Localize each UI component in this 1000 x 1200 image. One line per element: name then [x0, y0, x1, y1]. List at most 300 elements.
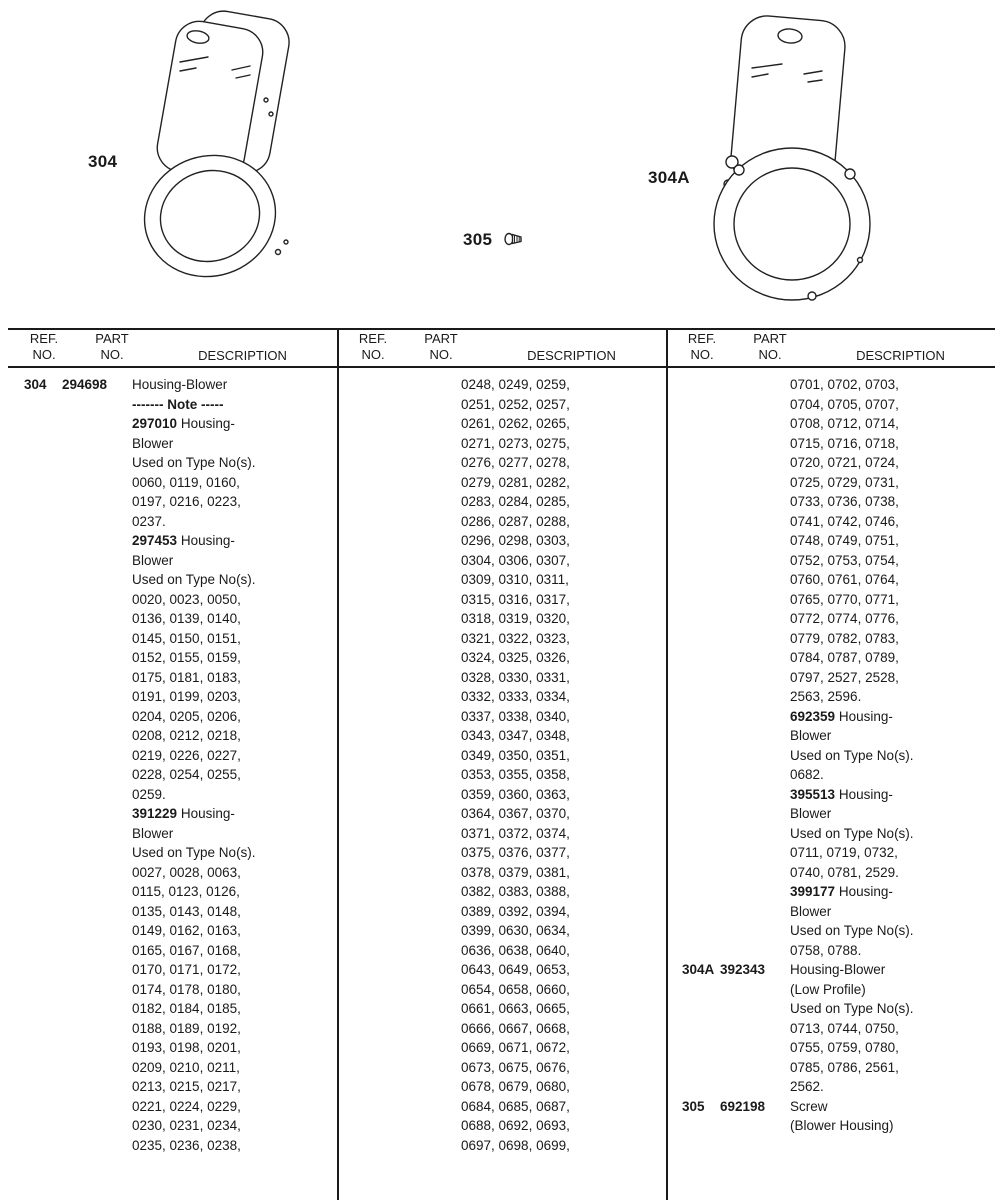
ref-no-cell [666, 882, 718, 902]
table-row [8, 668, 337, 688]
screw-icon [504, 231, 524, 247]
table-row [8, 960, 337, 980]
table-row [666, 1058, 995, 1078]
table-row [337, 531, 666, 551]
description-cell: 0636, 0638, 0640, [461, 942, 570, 958]
table-row [666, 512, 995, 532]
blower-housing-304-drawing [132, 4, 317, 299]
header-ref-line1: REF. [29, 331, 59, 346]
part-no-cell [60, 687, 132, 707]
ref-no-cell [666, 804, 718, 824]
ref-no-cell [337, 687, 389, 707]
ref-no-cell [337, 1038, 389, 1058]
description-cell: 0145, 0150, 0151, [132, 630, 241, 646]
header-ref-line1: REF. [358, 331, 388, 346]
column-header-group [8, 331, 337, 365]
part-no-cell [389, 999, 461, 1019]
description-cell: 0027, 0028, 0063, [132, 864, 241, 880]
header-ref-no [676, 331, 728, 365]
figure-label-304: 304 [88, 152, 118, 171]
part-no-cell [718, 570, 790, 590]
part-no-cell [718, 375, 790, 395]
ref-no-cell [337, 434, 389, 454]
table-row [666, 434, 995, 454]
table-row [337, 453, 666, 473]
description-cell: Blower [132, 552, 174, 568]
description-cell: Used on Type No(s). [132, 845, 256, 860]
header-ref-line2: NO. [32, 347, 56, 362]
ref-no-cell [666, 531, 718, 551]
table-row [666, 551, 995, 571]
table-row [337, 1077, 666, 1097]
table-row [8, 921, 337, 941]
table-row [8, 863, 337, 883]
ref-no-cell [337, 843, 389, 863]
ref-no-cell [337, 570, 389, 590]
table-row [8, 726, 337, 746]
ref-no-cell [8, 1019, 60, 1039]
table-row [8, 629, 337, 649]
header-ref-no [347, 331, 399, 365]
part-no-cell [60, 668, 132, 688]
table-row [337, 804, 666, 824]
ref-no-cell [337, 1116, 389, 1136]
ref-no-cell [8, 531, 60, 551]
figure-label-305: 305 [463, 230, 493, 249]
table-row [666, 785, 995, 805]
description-cell: 0279, 0281, 0282, [461, 474, 570, 490]
ref-no-cell [666, 395, 718, 415]
table-row [337, 746, 666, 766]
part-no-cell [718, 746, 790, 766]
ref-no-cell [337, 629, 389, 649]
ref-no-cell [337, 609, 389, 629]
description-cell: 0708, 0712, 0714, [790, 416, 899, 431]
ref-no-cell [337, 1077, 389, 1097]
table-row [666, 902, 995, 922]
table-row [8, 395, 337, 415]
table-row [337, 824, 666, 844]
ref-no-cell [337, 590, 389, 610]
ref-no-cell [666, 414, 718, 434]
description-cell: Housing-Blower [790, 962, 886, 977]
part-no-cell [60, 804, 132, 824]
part-no-cell: 392343 [720, 962, 766, 977]
table-row [666, 1116, 995, 1136]
description-cell: 0364, 0367, 0370, [461, 806, 570, 821]
part-no-cell [60, 551, 132, 571]
ref-no-cell [8, 1097, 60, 1117]
description-cell: 0758, 0788. [790, 942, 862, 958]
description-cell: Blower [790, 806, 832, 821]
ref-no-cell [8, 765, 60, 785]
description-cell: 0136, 0139, 0140, [132, 611, 241, 626]
table-header-row [8, 331, 995, 365]
ref-no-cell [666, 375, 718, 395]
table-row [666, 765, 995, 785]
part-no-cell [718, 804, 790, 824]
description-cell: 0337, 0338, 0340, [461, 708, 570, 724]
table-row [8, 882, 337, 902]
header-part-line1: PART [95, 331, 129, 346]
description-cell: 0149, 0162, 0163, [132, 923, 241, 938]
ref-no-cell [8, 1058, 60, 1078]
part-no-cell [718, 902, 790, 922]
table-row [337, 375, 666, 395]
description-cell: 0020, 0023, 0050, [132, 591, 241, 607]
ref-no-cell [337, 707, 389, 727]
part-no-cell [718, 434, 790, 454]
table-row [8, 804, 337, 824]
ref-no-cell [666, 902, 718, 922]
ref-no-cell [8, 746, 60, 766]
part-no-cell [60, 453, 132, 473]
table-row [337, 687, 666, 707]
table-row [337, 785, 666, 805]
ref-no-cell [8, 590, 60, 610]
part-no-cell [718, 1038, 790, 1058]
ref-no-cell [8, 804, 60, 824]
table-row [337, 960, 666, 980]
ref-no-cell [666, 492, 718, 512]
table-row [666, 570, 995, 590]
description-cell: 0711, 0719, 0732, [790, 845, 898, 860]
ref-no-cell [8, 785, 60, 805]
part-no-cell [389, 746, 461, 766]
header-ref-line2: NO. [690, 347, 714, 362]
description-cell: 0204, 0205, 0206, [132, 708, 241, 724]
table-row [337, 902, 666, 922]
part-no-cell [60, 531, 132, 551]
part-no-cell [718, 785, 790, 805]
table-row [666, 531, 995, 551]
table-row [8, 512, 337, 532]
description-cell: Blower [132, 825, 174, 841]
table-row [8, 375, 337, 395]
table-row [8, 746, 337, 766]
ref-no-cell [337, 395, 389, 415]
description-cell: 0752, 0753, 0754, [790, 552, 899, 568]
part-no-cell: 294698 [62, 377, 108, 392]
table-row [337, 629, 666, 649]
description-cell: 0165, 0167, 0168, [132, 942, 241, 958]
description-cell: 0760, 0761, 0764, [790, 572, 899, 587]
description-cell: 391229 Housing- [132, 806, 235, 821]
table-row [337, 473, 666, 493]
table-row [337, 726, 666, 746]
description-cell: 0654, 0658, 0660, [461, 981, 570, 997]
part-no-cell [718, 824, 790, 844]
ref-no-cell [666, 1019, 718, 1039]
description-cell: Blower [132, 435, 174, 451]
table-row [337, 843, 666, 863]
part-no-cell [389, 473, 461, 493]
description-cell: 0748, 0749, 0751, [790, 533, 899, 548]
part-no-cell [60, 512, 132, 532]
part-no-cell [389, 1136, 461, 1156]
part-no-cell [389, 980, 461, 1000]
table-row [8, 414, 337, 434]
part-no-cell [60, 395, 132, 415]
ref-no-cell [337, 999, 389, 1019]
description-cell: 2563, 2596. [790, 689, 862, 704]
ref-no-cell [337, 824, 389, 844]
table-row [8, 551, 337, 571]
part-no-cell [60, 999, 132, 1019]
description-cell: 0375, 0376, 0377, [461, 845, 570, 860]
part-no-cell [718, 629, 790, 649]
ref-no-cell [8, 473, 60, 493]
part-no-cell [389, 902, 461, 922]
part-no-cell [60, 629, 132, 649]
part-no-cell [718, 921, 790, 941]
ref-no-cell [337, 648, 389, 668]
part-no-cell [60, 765, 132, 785]
ref-no-cell [666, 687, 718, 707]
ref-no-cell [8, 902, 60, 922]
description-cell: 0684, 0685, 0687, [461, 1098, 570, 1114]
description-cell: 0251, 0252, 0257, [461, 396, 570, 412]
description-cell: 0213, 0215, 0217, [132, 1079, 241, 1094]
header-description-label: DESCRIPTION [527, 348, 616, 363]
description-cell: 399177 Housing- [790, 884, 893, 899]
header-part-no [405, 331, 477, 365]
ref-no-cell [666, 1058, 718, 1078]
table-row [666, 726, 995, 746]
table-row [666, 590, 995, 610]
ref-no-cell [666, 999, 718, 1019]
table-row [666, 395, 995, 415]
header-ref-no [18, 331, 70, 365]
description-cell: 0399, 0630, 0634, [461, 923, 570, 938]
description-cell: 297453 Housing- [132, 533, 235, 548]
part-no-cell [718, 395, 790, 415]
part-no-cell [60, 609, 132, 629]
table-row [337, 570, 666, 590]
table-row [8, 1058, 337, 1078]
table-row [8, 843, 337, 863]
description-cell: 0666, 0667, 0668, [461, 1020, 570, 1036]
description-cell: 0682. [790, 767, 824, 782]
ref-no-cell [666, 746, 718, 766]
ref-no-cell [666, 473, 718, 493]
table-row [337, 668, 666, 688]
part-no-cell [60, 980, 132, 1000]
ref-no-cell [666, 551, 718, 571]
table-row [666, 980, 995, 1000]
description-cell: 0115, 0123, 0126, [132, 884, 240, 899]
part-no-cell [389, 570, 461, 590]
description-cell: Used on Type No(s). [790, 825, 914, 841]
table-row [8, 648, 337, 668]
header-description [477, 331, 666, 365]
description-cell: 0765, 0770, 0771, [790, 591, 899, 607]
header-part-line2: NO. [429, 347, 453, 362]
ref-no-cell [666, 843, 718, 863]
description-cell: 0209, 0210, 0211, [132, 1059, 240, 1075]
ref-no-cell [8, 941, 60, 961]
header-part-no [76, 331, 148, 365]
description-cell: 0228, 0254, 0255, [132, 767, 241, 782]
ref-no-cell [666, 668, 718, 688]
part-no-cell [718, 492, 790, 512]
ref-no-cell [8, 414, 60, 434]
ref-no-cell [337, 804, 389, 824]
part-no-cell [389, 804, 461, 824]
ref-no-cell [337, 414, 389, 434]
part-no-cell [389, 1077, 461, 1097]
table-row [8, 785, 337, 805]
ref-no-cell [337, 668, 389, 688]
parts-column [666, 375, 995, 1136]
description-cell: 2562. [790, 1079, 824, 1094]
description-cell: 0152, 0155, 0159, [132, 650, 241, 665]
part-no-cell [718, 648, 790, 668]
part-no-cell [389, 375, 461, 395]
ref-no-cell [666, 453, 718, 473]
table-row [666, 707, 995, 727]
description-cell: 0643, 0649, 0653, [461, 962, 570, 977]
part-no-cell [389, 512, 461, 532]
part-no-cell [389, 668, 461, 688]
description-cell: 0359, 0360, 0363, [461, 786, 570, 802]
description-cell: 0772, 0774, 0776, [790, 611, 899, 626]
ref-no-cell [337, 1136, 389, 1156]
ref-no-cell [666, 707, 718, 727]
description-cell: 0332, 0333, 0334, [461, 689, 570, 704]
part-no-cell [60, 1019, 132, 1039]
part-no-cell [718, 687, 790, 707]
ref-no-cell [337, 921, 389, 941]
table-row [337, 863, 666, 883]
column-header-group [337, 331, 666, 365]
part-no-cell [389, 863, 461, 883]
header-part-no [734, 331, 806, 365]
description-cell: Used on Type No(s). [132, 572, 256, 587]
table-row [666, 1038, 995, 1058]
ref-no-cell [337, 375, 389, 395]
table-row [8, 1097, 337, 1117]
description-cell: 0230, 0231, 0234, [132, 1118, 241, 1133]
ref-no-cell [8, 609, 60, 629]
table-row [666, 1019, 995, 1039]
description-cell: 0725, 0729, 0731, [790, 474, 899, 490]
ref-no-cell [8, 843, 60, 863]
part-no-cell [389, 531, 461, 551]
ref-no-cell [666, 921, 718, 941]
part-no-cell [718, 414, 790, 434]
table-row [8, 824, 337, 844]
description-cell: 0697, 0698, 0699, [461, 1137, 570, 1153]
table-top-rule [8, 328, 995, 330]
table-row [337, 1058, 666, 1078]
part-no-cell [718, 1019, 790, 1039]
table-row [337, 882, 666, 902]
ref-no-cell [666, 1116, 718, 1136]
ref-no-cell [337, 960, 389, 980]
ref-no-cell [337, 726, 389, 746]
ref-no-cell [337, 551, 389, 571]
table-row [666, 999, 995, 1019]
ref-no-cell [8, 668, 60, 688]
table-row [337, 1038, 666, 1058]
ref-no-cell [337, 902, 389, 922]
description-cell: 0669, 0671, 0672, [461, 1040, 570, 1055]
description-cell: Used on Type No(s). [132, 455, 256, 470]
table-row [666, 863, 995, 883]
description-cell: 692359 Housing- [790, 708, 893, 724]
part-no-cell [718, 453, 790, 473]
ref-no-cell [8, 492, 60, 512]
description-cell: 0304, 0306, 0307, [461, 552, 570, 568]
part-no-cell [718, 512, 790, 532]
description-cell: 0779, 0782, 0783, [790, 630, 899, 646]
part-no-cell [60, 492, 132, 512]
description-cell: 0713, 0744, 0750, [790, 1020, 899, 1036]
table-row [8, 687, 337, 707]
part-no-cell [718, 1077, 790, 1097]
blower-housing-304a-drawing [692, 12, 887, 312]
table-row [666, 629, 995, 649]
ref-no-cell [8, 434, 60, 454]
part-no-cell [718, 590, 790, 610]
header-part-line1: PART [424, 331, 458, 346]
ref-no-cell [666, 980, 718, 1000]
table-row [8, 941, 337, 961]
table-row [337, 999, 666, 1019]
ref-no-cell [8, 551, 60, 571]
table-row [8, 980, 337, 1000]
description-cell: 0688, 0692, 0693, [461, 1118, 570, 1133]
description-cell: 0704, 0705, 0707, [790, 396, 899, 412]
part-no-cell [60, 785, 132, 805]
ref-no-cell [8, 980, 60, 1000]
header-ref-line1: REF. [687, 331, 717, 346]
part-no-cell [60, 1097, 132, 1117]
ref-no-cell [8, 1038, 60, 1058]
table-row [666, 960, 995, 980]
table-row [8, 453, 337, 473]
description-cell: 0382, 0383, 0388, [461, 884, 570, 899]
ref-no-cell [666, 863, 718, 883]
part-no-cell [718, 980, 790, 1000]
description-cell: 0276, 0277, 0278, [461, 455, 570, 470]
part-no-cell [389, 590, 461, 610]
table-row [8, 1136, 337, 1156]
table-row [337, 590, 666, 610]
part-no-cell [389, 824, 461, 844]
part-no-cell [718, 1116, 790, 1136]
description-cell: (Low Profile) [790, 981, 866, 997]
description-cell: 0197, 0216, 0223, [132, 494, 241, 509]
table-header-rule [8, 366, 995, 368]
part-no-cell [389, 1038, 461, 1058]
table-row [666, 492, 995, 512]
header-part-line2: NO. [758, 347, 782, 362]
table-row [8, 531, 337, 551]
part-no-cell [389, 960, 461, 980]
ref-no-cell [8, 824, 60, 844]
part-no-cell [60, 1136, 132, 1156]
table-row [666, 746, 995, 766]
part-no-cell [389, 434, 461, 454]
header-part-line1: PART [753, 331, 787, 346]
part-no-cell [60, 824, 132, 844]
ref-no-cell [666, 570, 718, 590]
table-row [337, 1136, 666, 1156]
ref-no-cell [337, 512, 389, 532]
part-no-cell [60, 726, 132, 746]
